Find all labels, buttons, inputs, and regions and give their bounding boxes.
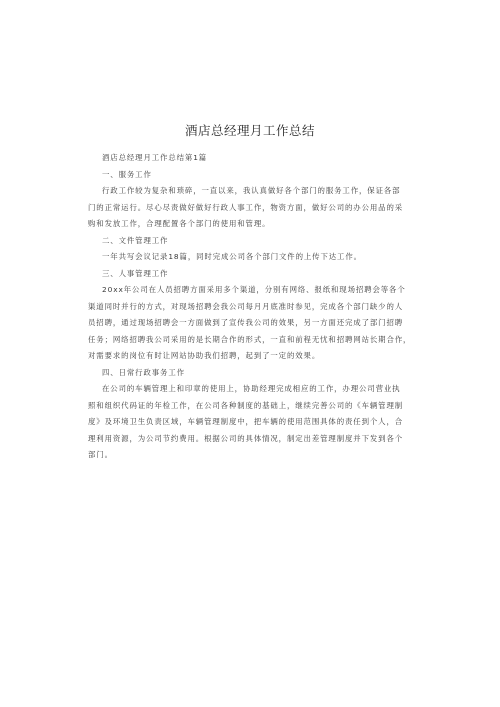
paragraph-line: 照和组织代码证的年检工作，在公司各种制度的基础上，继续完善公司的《车辆管理制 (88, 400, 404, 410)
document-title: 酒店总经理月工作总结 (184, 123, 315, 138)
paragraph-line: 一年共写会议记录18篇，同时完成公司各个部门文件的上传下达工作。 (102, 252, 362, 261)
paragraph-line: 对需要求的岗位有时让网站协助我们招聘，起到了一定的效果。 (88, 351, 321, 360)
paragraph-line: 行政工作较为复杂和琐碎，一直以来，我认真做好各个部门的服务工作，保证各部 (102, 186, 401, 195)
section-heading: 二、文件管理工作 (102, 235, 169, 245)
document-body (88, 150, 420, 464)
paragraph-line: 20xx年公司在人员招聘方面采用多个渠道，分别有网络、报纸和现场招聘会等各个 (102, 285, 406, 294)
paragraph-line: 购和发放工作，合理配置各个部门的使用和管理。 (88, 219, 271, 228)
section-heading: 四、日常行政事务工作 (102, 367, 185, 377)
paragraph-line: 在公司的车辆管理上和印章的使用上，协助经理完成相应的工作，办理公司营业执 (102, 384, 401, 393)
section-heading: 酒店总经理月工作总结第1篇 (102, 153, 208, 162)
paragraph-line: 任务；网络招聘我公司采用的是长期合作的形式，一直和前程无忧和招聘网站长期合作， (88, 334, 412, 344)
paragraph-line: 门的正常运行。尽心尽责做好做好行政人事工作，物资方面，做好公司的办公用品的采 (88, 202, 404, 212)
paragraph-line: 员招聘，通过现场招聘会一方面做到了宣传我公司的效果，另一方面还完成了部门招聘 (88, 318, 404, 327)
paragraph-line: 渠道同时并行的方式，对现场招聘会我公司每月月底准时参见，完成各个部门缺少的人 (88, 301, 404, 311)
paragraph-line: 部门。 (88, 450, 113, 459)
paragraph-line: 理利用资源，为公司节约费用。根据公司的具体情况，制定出差管理制度并下发到各个 (88, 433, 404, 443)
paragraph-line: 度》及环境卫生负责区域，车辆管理制度中，把车辆的使用范围具体的责任到个人，合 (88, 417, 404, 426)
section-heading: 一、服务工作 (102, 169, 152, 179)
section-heading: 三、人事管理工作 (102, 268, 169, 278)
